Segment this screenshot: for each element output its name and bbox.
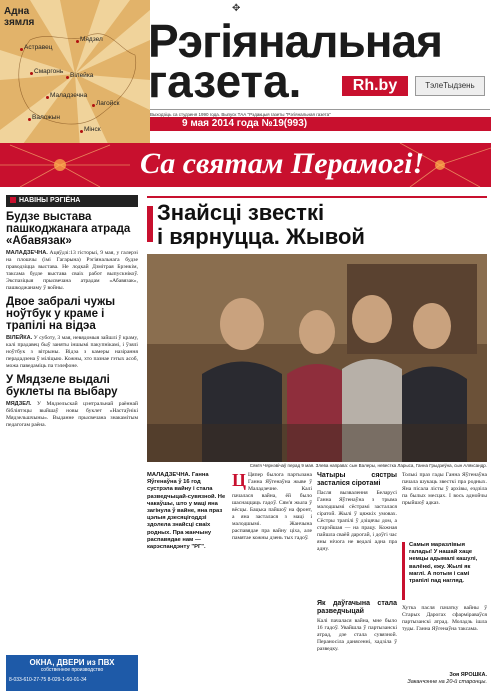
website-badge[interactable]: Rh.by: [342, 76, 408, 96]
news-city-3: МЯДЗЕЛ.: [6, 401, 32, 407]
ad-title: ОКНА, ДВЕРИ из ПВХ: [29, 658, 115, 667]
photo-caption: Сям'я Чярнэвічаў перад 9 мая. Злева направа: сын Валеры, невестка Ларыса, Ганна Грыдзеўна, сын Аляксандр.: [249, 463, 487, 468]
map-dot: [66, 76, 69, 79]
holiday-banner: [0, 143, 491, 187]
map-label-myadzel: Мядзел: [80, 36, 103, 43]
issue-date-bar: [150, 117, 491, 131]
map-title: Адна зямля: [4, 6, 35, 28]
map-label-vileika: Вілейка: [70, 72, 94, 79]
continue-note[interactable]: Заканчэнне на 20-й старонцы.: [407, 679, 487, 685]
window-ad[interactable]: [6, 655, 138, 691]
news-headline-2[interactable]: Двое забралі чужы ноўтбук у краме і трапілі на відэа: [6, 296, 116, 332]
author-name: Зоя ЯРОШКА.: [449, 672, 487, 678]
news-text-3: У Мядзельскай цэнтральнай раённай бібліятэцы выйшаў новы буклет «Настаўнікі Мядзельшчыны». Выданне прысвечана знакамітым педагогам раёна.: [6, 401, 138, 428]
story-column-4: [402, 472, 487, 538]
news-text-1: Ацяўдзі:13 гісторыі, 9 мая, у галерэі на плошчы (імі Гагарына) Рэгіянальнага будзе праводзіцца выстава. Не лодкай Дзмітрая Брэнкім, таксама будзе выстава сваіх работ выпускнікоў. Экспазіцыя прысвечана атрадам «Абавязак», пашкоджанаму ў войны.: [6, 250, 138, 291]
publication-name-line2: газета.: [148, 55, 302, 107]
subhead-orphans: Чатыры сястры засталіся сіротамі: [317, 472, 397, 487]
pull-quote: Самыя маразлівыя галады! У нашай хаце немцы адымалі кашулі, валёнкі, ежу. Жылі як маглі. А потым і самі трапілі пад нагляд.: [402, 542, 487, 600]
map-dot: [30, 72, 33, 75]
family-photo-image: [147, 254, 487, 462]
map-dot: [80, 130, 83, 133]
news-body-2: [6, 335, 138, 370]
news-headline-1[interactable]: Будзе выстава пашкоджанага атрада «Абавязак»: [6, 211, 131, 247]
news-city-2: ВІЛЕЙКА.: [6, 335, 33, 341]
news-city-1: МАЛАДЗЕЧНА.: [6, 250, 48, 256]
banner-greeting: Са святам Перамогі!: [140, 147, 425, 180]
dropcap: Ц: [232, 470, 247, 490]
story-column-2: [232, 472, 312, 542]
main-headline-line1: Знайсці звесткі: [157, 200, 325, 225]
issue-number: №19(993): [261, 118, 308, 129]
news-body-1: [6, 250, 138, 292]
news-body-3: [6, 401, 138, 429]
map-dot: [46, 96, 49, 99]
headline-accent-bar: [147, 206, 153, 242]
map-label-lahoisk: Лагойск: [96, 100, 120, 107]
publication-info: Выходзіць са студзеня 1990 года. Выпуск ТАА "Рэдакцыя газеты "Рэгіянальная газета": [150, 109, 490, 118]
ad-subtitle: собственное производство: [40, 667, 104, 673]
ad-phone: 8-033-610-27-75 8-029-1-60-01-34: [9, 677, 87, 683]
masthead: [0, 0, 491, 150]
section-tag-label: НАВІНЫ РЭГІЁНА: [19, 197, 81, 204]
family-photo: [147, 254, 487, 462]
map-dot: [20, 48, 23, 51]
news-headline-3[interactable]: У Мядзеле выдалі буклеты па выбару: [6, 374, 118, 398]
regional-news-column: [6, 195, 138, 429]
map-label-smarhon: Смаргонь: [34, 68, 64, 75]
main-headline-line2: і вярнуцца. Жывой: [157, 224, 365, 249]
map-label-minsk: Мінск: [84, 126, 101, 133]
map-label-valozhyn: Валожын: [32, 114, 60, 121]
compass-icon: ✥: [232, 3, 241, 14]
story-text-4: Толькі праз гады Ганна Яўгенаўна пачала шукаць звесткі пра родных. Яна пісала лісты ў архівы, ездзіла па былых месцах. І вось аднойчы прыйшоў адказ.: [402, 472, 487, 506]
section-tag: [6, 195, 138, 207]
story-text-3: Пасля вызвалення Беларусі Ганна Яўгенаўна з трыма малодшымі сёстрамі засталася сіратой. Жылі ў цяжкіх умовах. Сёстры трапілі ў дзіцячы дом, а старэйшая — на працу. Кожная пайшла сваёй дарогай, і доўгі час яны нічога не ведалі адна пра адну.: [317, 490, 397, 552]
map-label-astravets: Астравец: [24, 44, 53, 51]
story-text-4b: Калі пачалася вайна, мне было 16 гадоў. Увайшла ў партызанскі атрад, дзе стала сувязной. Пераносіла данясенні, хадзіла ў разведку.: [317, 618, 397, 652]
story-text-2: Цяпер былога партызана Ганна Яўгенаўна жыве ў Маладзечне. Калі пачалася вайна, ёй было шаснаццаць гадоў. Сям'я жыла ў вёсцы. Бацька пайшоў на фронт, а яна засталася з маці і малодшымі. Жанчына распавядае пра вайну ціха, але памятае кожны дзень тых гадоў.: [232, 472, 312, 541]
story-column-3b: [317, 600, 397, 653]
map-label-maladzechna: Маладзечна: [50, 92, 88, 99]
map-dot: [76, 40, 79, 43]
region-map: [0, 0, 150, 148]
section-square-icon: [10, 197, 16, 203]
main-headline[interactable]: [147, 196, 487, 249]
story-column-3: [317, 472, 397, 553]
story-lead: МАЛАДЗЕЧНА. Ганна Яўгенаўна ў 16 год сустрэла вайну і стала разведчыцай-сувязной. Не чакаўшы, што у маці яна загінула ў вайне, яна праз цэлыя дзесяцігоддзі здолела знайсці сваіх родных. Пра жанчыну распавядае нам — карэспандэнту "РГ".: [147, 472, 226, 551]
issue-date: 9 мая 2014 года: [182, 118, 259, 129]
subhead-scout: Як даўгачына стала разведчыцай: [317, 600, 397, 615]
article-author: [402, 672, 487, 686]
story-column-5: Хутка пасля пачатку вайны ў Старых Дарогах сфарміраваўся партызанскі атрад. Моладзь ішла туды. Ганна Яўгенаўна таксама.: [402, 605, 487, 632]
news-text-2: У суботу, 3 мая, невядомыя зайшлі ў краму, калі прадавец быў заняты іншымі пакупнікамі, і ўзялі ноўтбук з вітрыны. Відэа з камеры назірання перададзена ў міліцыю. Кожны, хто пазнае гэтых асоб, можа паведаміць па тэлефоне.: [6, 335, 138, 369]
partner-logo: ТэлеТыдзень: [415, 76, 485, 96]
map-dot: [92, 104, 95, 107]
publication-name-line1: Рэгіянальная: [148, 15, 442, 67]
map-dot: [28, 118, 31, 121]
